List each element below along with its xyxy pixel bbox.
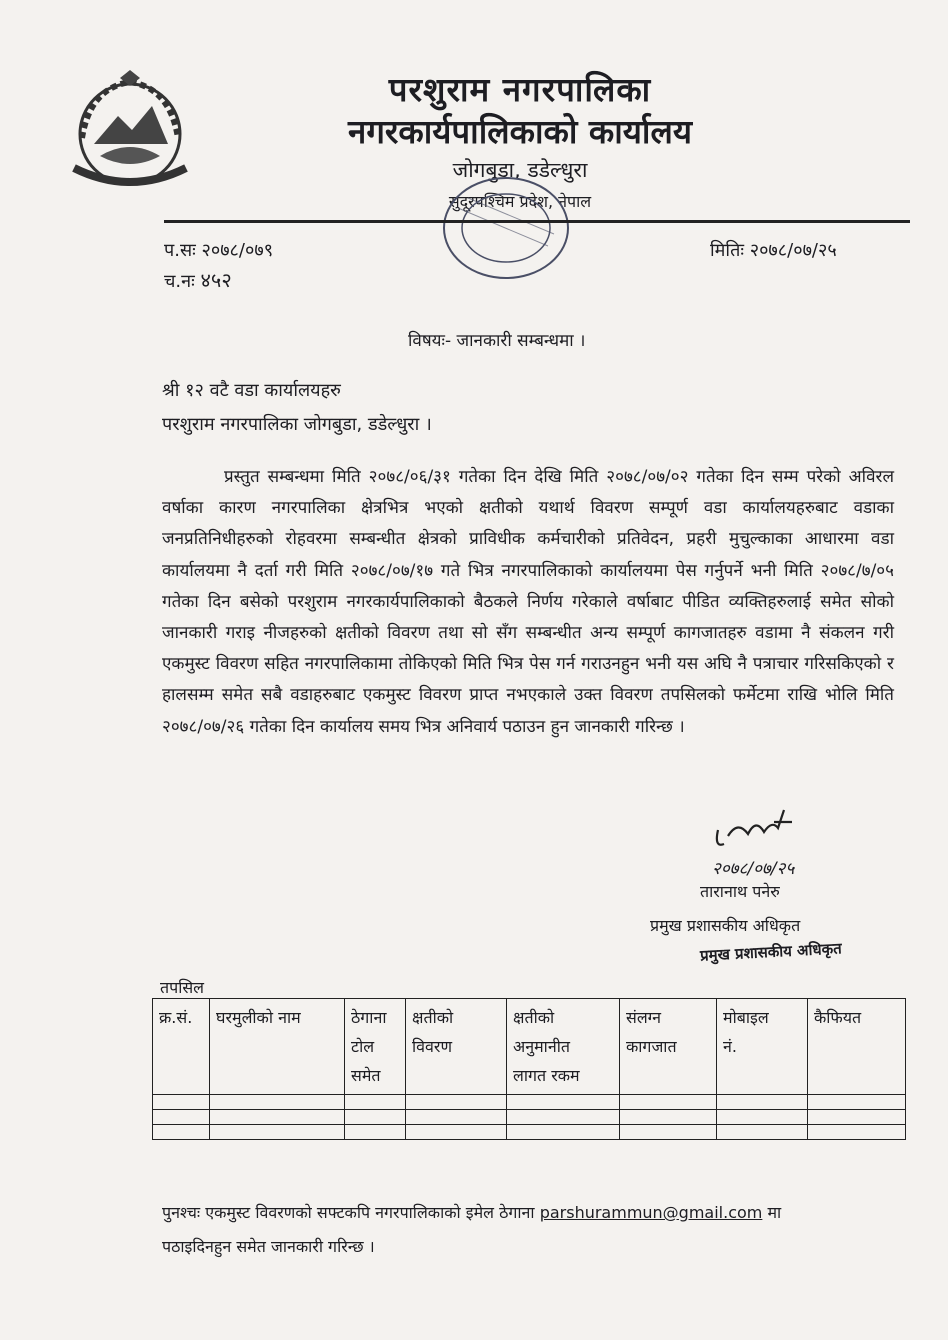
letter-body: प्रस्तुत सम्बन्धमा मिति २०७८/०६/३१ गतेका दिन देखि मिति २०७८/०७/०२ गतेका दिन सम्म परेको अविरल वर्षाका कारण नगरपालिका क्षेत्रभित्र भएको क्षतीको यथार्थ विवरण सम्पूर्ण वडा कार्यालयहरुबाट वडाका जनप्रतिनिधीहरुको रोहवरमा सम्बन्धीत क्षेत्रको प्राविधीक कर्मचारीको प्रतिवेदन, प्रहरी मुचुल्काका आधारमा वडा कार्यालयमा नै दर्ता गरी मिति २०७८/०७/१७ गते भित्र नगरपालिकाको कार्यालयमा पेस गर्नुपर्ने भनी मिति २०७८/७/०५ गतेका दिन बसेको परशुराम नगरकार्यपालिकाको बैठकले निर्णय गरेकाले वर्षाबाट पीडित व्यक्तिहरुलाई समेत सोको जानकारी गराइ नीजहरुको क्षतीको विवरण तथा सो सँग सम्बन्धीत अन्य सम्पूर्ण कागजातहरु वडामा नै संकलन गरी एकमुस्ट विवरण सहित नगरपालिकामा तोकिएको मिति भित्र पेस गर्न गराउनहुन भनी यस अघि नै पत्राचार गरिसकिएको र हालसम्म समेत सबै वडाहरुबाट एकमुस्ट विवरण प्राप्त नभएकाले उक्त विवरण तपसिलको फर्मेटमा राखि भोलि मिति २०७८/०७/२६ गतेका दिन कार्यालय समय भित्र अनिवार्य पठाउन हुन जानकारी गरिन्छ । (162, 467, 894, 737)
postscript-text-after: मा (767, 1203, 782, 1222)
office-location: जोगबुडा, डडेल्धुरा (452, 158, 588, 182)
signatory-designation: प्रमुख प्रशासकीय अधिकृत (650, 916, 801, 935)
email-link[interactable]: parshurammun@gmail.com (539, 1203, 763, 1222)
office-name: नगरकार्यपालिकाको कार्यालय (348, 112, 692, 151)
postscript (162, 1196, 862, 1264)
chalani-number: ४५२ (200, 268, 232, 292)
col-header-address: ठेगाना टोल समेत (345, 999, 406, 1095)
letter-date: मितिः २०७८/०७/२५ (710, 240, 837, 261)
col-header-attached-docs: संलग्न कागजात (620, 999, 717, 1095)
col-header-mobile: मोबाइल नं. (717, 999, 808, 1095)
col-header-household-head: घरमुलीको नाम (210, 999, 345, 1095)
damage-details-table (152, 998, 906, 1140)
designation-stamp: प्रमुख प्रशासकीय अधिकृत (699, 939, 843, 965)
signature-date: २०७८/०७/२५ (712, 859, 795, 879)
subject-line: विषयः- जानकारी सम्बन्धमा । (408, 331, 586, 351)
nepal-government-emblem (60, 68, 200, 196)
chalani-label: च.नः (164, 271, 195, 292)
signatory-name: तारानाथ पनेरु (700, 882, 780, 901)
postscript-text: पुनश्चः एकमुस्ट विवरणको सफ्टकपि नगरपालिकाको इमेल ठेगाना (162, 1203, 535, 1222)
patra-sankhya: प.सः २०७८/०७९ (164, 240, 274, 261)
table-header-row (153, 999, 906, 1095)
postscript-line-2: पठाइदिनहुन समेत जानकारी गरिन्छ । (162, 1237, 375, 1256)
header-divider (164, 220, 910, 223)
col-header-remarks: कैफियत (808, 999, 906, 1095)
col-header-sn: क्र.सं. (153, 999, 210, 1095)
col-header-estimated-cost: क्षतीको अनुमानीत लागत रकम (507, 999, 620, 1095)
recipient-line-2: परशुराम नगरपालिका जोगबुडा, डडेल्धुरा । (162, 414, 432, 435)
tapasil-label: तपसिल (160, 978, 205, 997)
recipient-line-1: श्री १२ वटै वडा कार्यालयहरु (162, 380, 341, 401)
table-row (153, 1095, 906, 1110)
org-name: परशुराम नगरपालिका (388, 70, 652, 109)
handwritten-signature (708, 800, 798, 860)
table-row (153, 1125, 906, 1140)
table-row (153, 1110, 906, 1125)
col-header-damage-details: क्षतीको विवरण (406, 999, 507, 1095)
chalani-number-line (164, 266, 232, 293)
office-seal-stamp (428, 168, 578, 288)
province-line: सुदूरपश्चिम प्रदेश, नेपाल (448, 192, 592, 211)
